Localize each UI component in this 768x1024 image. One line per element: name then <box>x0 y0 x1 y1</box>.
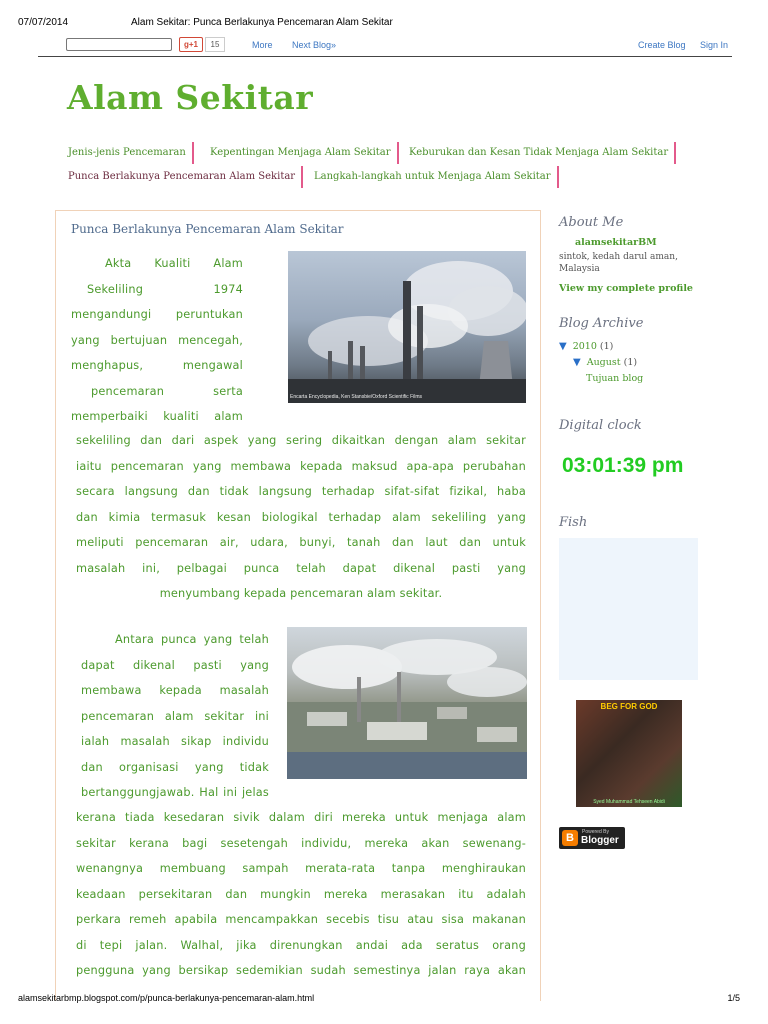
para1-narrow <box>71 251 243 430</box>
text-line: wenangnya membuang sampah merata-rata tanpa menghiraukan <box>76 862 526 875</box>
text-line: masalah ini, pelbagai punca telah dapat dikenal pasti yang <box>76 561 526 575</box>
text-line: Sekeliling 1974 <box>87 282 243 296</box>
badge-blogger-text: Blogger <box>581 835 619 846</box>
print-title: Alam Sekitar: Punca Berlakunya Pencemaran Alam Sekitar <box>131 17 393 28</box>
blogger-logo-icon: B <box>562 830 578 846</box>
text-line: yang bertujuan mencegah, <box>71 333 243 347</box>
triangle-down-icon[interactable]: ▼ <box>559 341 567 352</box>
more-link[interactable]: More <box>252 40 273 50</box>
para2-narrow <box>81 627 269 806</box>
page-tab-punca[interactable]: Punca Berlakunya Pencemaran Alam Sekitar <box>62 166 303 188</box>
create-blog-link[interactable]: Create Blog <box>638 40 686 50</box>
pages-nav <box>62 142 702 190</box>
archive-year[interactable]: ▼ 2010 (1) <box>559 341 614 352</box>
clock-title: Digital clock <box>559 418 642 433</box>
print-page-number: 1/5 <box>727 993 740 1003</box>
page-tab-kepentingan[interactable]: Kepentingan Menjaga Alam Sekitar <box>204 142 399 164</box>
text-line: kerana tiada kesedaran sivik dalam diri mereka untuk menjaga alam <box>76 811 526 824</box>
archive-month[interactable]: ▼ August (1) <box>573 357 638 368</box>
city-illustration <box>287 627 527 779</box>
gplus-count: 15 <box>205 37 225 52</box>
post-title: Punca Berlakunya Pencemaran Alam Sekitar <box>71 222 344 236</box>
text-line: keadaan persekitaran dan mungkin mereka merasakan itu adalah <box>76 887 526 901</box>
text-line: di tepi jalan. Walhal, jika direnungkan andai ada seratus orang <box>76 938 526 952</box>
factory-smoke-image <box>288 251 526 403</box>
text-line: dan kimia termasuk kesan biologikal terhadap alam sekeliling yang <box>76 510 526 524</box>
profile-link[interactable]: View my complete profile <box>559 283 693 294</box>
text-line: mengandungi peruntukan <box>71 308 243 321</box>
author-location: sintok, kedah darul aman, Malaysia <box>559 252 678 274</box>
navbar-search-input[interactable] <box>66 38 172 51</box>
text-line: dapat dikenal pasti yang <box>81 658 269 672</box>
text-line: sekeliling dan dari aspek yang sering dikaitkan dengan alam sekitar <box>76 434 526 447</box>
text-line: pencemaran serta <box>91 384 243 398</box>
text-line: pengguna yang bersikap sedemikian sudah semestinya jalan raya akan <box>76 964 526 977</box>
text-line: sekitar kerana bagi sesetengah individu, mereka akan sewenang- <box>76 836 526 850</box>
text-line: Antara punca yang telah <box>115 633 269 646</box>
page-tab-keburukan[interactable]: Keburukan dan Kesan Tidak Menjaga Alam Sekitar <box>403 142 676 164</box>
pages-row-1 <box>62 142 702 166</box>
para2-wide <box>76 805 526 984</box>
image-caption: Encarta Encyclopedia, Ken Stansbie/Oxford Scientific Films <box>290 394 423 400</box>
factory-illustration <box>288 251 526 403</box>
beg-for-god-image[interactable] <box>576 700 682 807</box>
archive-post-link[interactable]: Tujuan blog <box>586 373 644 384</box>
text-line: dan organisasi yang tidak <box>81 760 269 774</box>
pages-row-2 <box>62 166 702 190</box>
blog-title[interactable]: Alam Sekitar <box>67 78 314 117</box>
print-footer <box>18 993 740 1003</box>
text-line: pencemaran alam sekitar ini <box>81 709 269 723</box>
beg-image-title: BEG FOR GOD <box>600 702 658 711</box>
industrial-city-image <box>287 627 527 779</box>
text-line: bertanggungjawab. Hal ini jelas <box>81 786 269 799</box>
archive-title: Blog Archive <box>559 316 644 331</box>
author-link[interactable]: alamsekitarBM <box>575 237 657 248</box>
para1-wide <box>76 428 526 607</box>
next-blog-link[interactable]: Next Blog» <box>292 40 337 50</box>
page-tab-jenis[interactable]: Jenis-jenis Pencemaran <box>62 142 194 164</box>
gplus-button[interactable]: g+1 <box>179 37 203 52</box>
text-line: membawa kepada masalah <box>81 684 269 697</box>
badge-powered-text: Powered By <box>582 829 609 835</box>
text-line: meliputi pencemaran air, udara, bunyi, tanah dan laut dan untuk <box>76 536 526 549</box>
text-line: memperbaiki kualiti alam <box>71 410 243 423</box>
text-line: menghapus, mengawal <box>71 359 243 372</box>
powered-by-blogger-badge[interactable] <box>559 827 625 849</box>
text-line: ialah masalah sikap individu <box>81 735 269 748</box>
page-tab-langkah[interactable]: Langkah-langkah untuk Menjaga Alam Sekitar <box>308 166 559 188</box>
print-date: 07/07/2014 <box>18 17 69 28</box>
text-line: iaitu pencemaran yang membawa kepada maksud apa-apa perubahan <box>76 459 526 473</box>
text-line: secara langsung dan tidak langsung terhadap sifat-sifat fizikal, haba <box>76 485 526 498</box>
fish-title: Fish <box>559 515 588 530</box>
text-line: menyumbang kepada pencemaran alam sekitar. <box>159 587 443 600</box>
post-container <box>55 210 541 1001</box>
beg-image-credit: Syed Muhammad Tehseen Abidi <box>593 799 665 805</box>
about-title: About Me <box>559 215 624 230</box>
print-url: alamsekitarbmp.blogspot.com/p/punca-berlakunya-pencemaran-alam.html <box>18 993 315 1003</box>
blogger-navbar <box>38 36 732 57</box>
fish-widget[interactable] <box>559 538 698 680</box>
sign-in-link[interactable]: Sign In <box>700 40 729 50</box>
triangle-down-icon[interactable]: ▼ <box>573 357 581 368</box>
digital-clock: 03:01:39 pm <box>562 454 684 477</box>
text-line: Akta Kualiti Alam <box>105 257 243 270</box>
text-line: perkara remeh apabila mencampakkan secebis tisu atau sisa makanan <box>76 913 526 926</box>
